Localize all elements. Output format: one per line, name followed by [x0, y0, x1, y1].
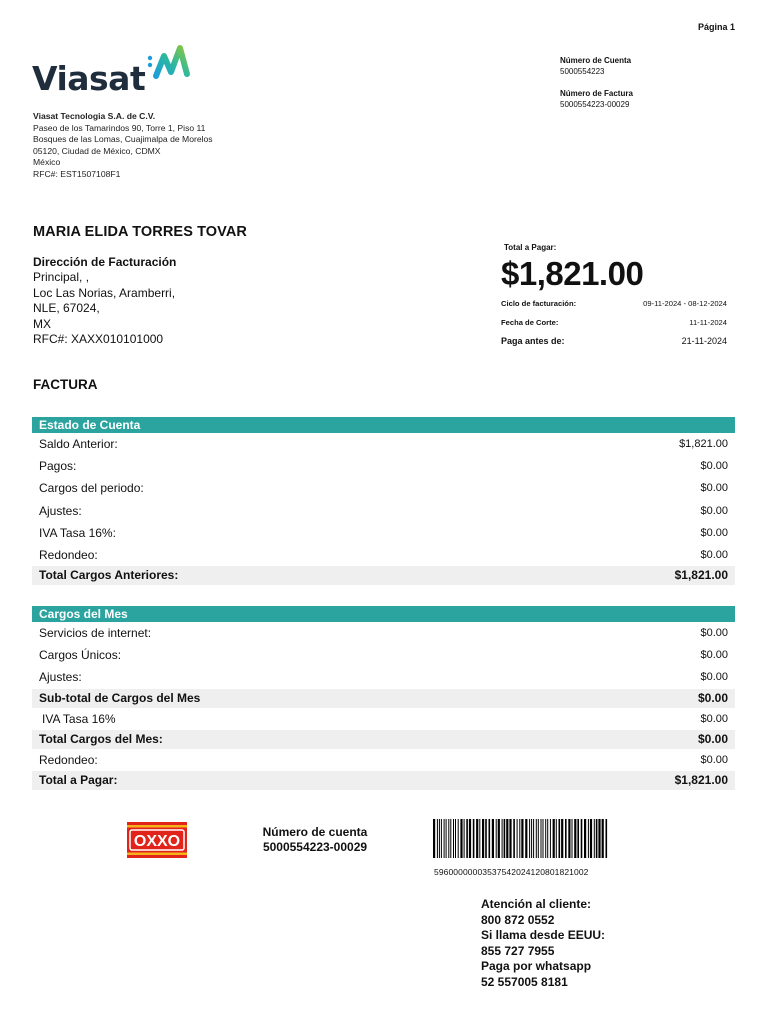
customer-rfc: RFC#: XAXX010101000 [33, 332, 164, 347]
account-block [560, 56, 633, 110]
table-row: Saldo Anterior: $1,821.00 [39, 437, 728, 451]
barcode-bar [455, 819, 456, 858]
table-header: Cargos del Mes [32, 606, 735, 622]
billing-address-line: MX [33, 316, 51, 331]
table-row: Cargos del periodo: $0.00 [39, 481, 728, 496]
barcode-bar [547, 819, 548, 858]
care-whatsapp: 52 557005 8181 [481, 974, 568, 989]
company-address-line: Bosques de las Lomas, Cuajimalpa de Morelos [33, 134, 213, 144]
table-subtotal-row: Sub-total de Cargos del Mes $0.00 [32, 689, 735, 708]
barcode-bar [485, 819, 487, 858]
account-number-label: Número de Cuenta [560, 56, 632, 65]
table-row: Cargos Únicos: $0.00 [39, 648, 728, 663]
oxxo-logo-text: OXXO [133, 833, 181, 850]
page-number: Página 1 [697, 22, 735, 32]
barcode-bar [482, 819, 484, 858]
table-row: Ajustes: $0.00 [39, 670, 728, 685]
barcode-bar [509, 819, 511, 858]
billing-address-line: Loc Las Norias, Aramberri, [33, 285, 176, 300]
table-row: Redondeo: $0.00 [39, 547, 728, 562]
company-rfc: RFC#: EST1507108F1 [33, 168, 121, 179]
barcode-bar [577, 819, 579, 858]
payment-account-number: 5000554223-00029 [262, 840, 368, 854]
cut-date-value: 11-11-2024 [689, 318, 727, 327]
company-address-line: 05120, Ciudad de México, CDMX [33, 145, 161, 156]
document-title: FACTURA [33, 377, 98, 392]
billing-address-label: Dirección de Facturación [33, 255, 177, 269]
barcode-bar [565, 819, 567, 858]
billing-address [33, 255, 176, 347]
viasat-logo [32, 42, 197, 98]
barcode-bar [596, 819, 598, 858]
barcode-number: 59600000003537542024120801821002 [434, 867, 589, 877]
care-line: Paga por whatsapp [481, 959, 592, 974]
company-address-line: México [33, 157, 61, 167]
invoice-number-label: Número de Factura [560, 89, 633, 98]
table-row: Pagos: $0.00 [39, 459, 728, 474]
barcode-bar [479, 819, 480, 858]
care-phone: 800 872 0552 [481, 912, 555, 927]
total-due-label: Total a Pagar: [504, 243, 557, 252]
due-date [501, 336, 727, 346]
barcode-bar [498, 819, 500, 858]
logo-wave-icon [145, 42, 195, 82]
barcode-bar [448, 819, 449, 858]
logo-wordmark: Viasat [32, 59, 146, 98]
billing-cycle [501, 299, 727, 308]
company-address-line: Paseo de los Tamarindos 90, Torre 1, Piso 11 [33, 122, 206, 133]
barcode-bar [489, 819, 491, 858]
barcode-bar [492, 819, 494, 858]
barcode-bar [502, 819, 503, 858]
barcode-bar [543, 819, 544, 858]
billing-address-line: NLE, 67024, [33, 301, 100, 316]
company-info [33, 111, 213, 180]
barcode-bar [517, 819, 518, 858]
care-line: Atención al cliente: [481, 897, 592, 911]
due-date-value: 21-11-2024 [681, 336, 727, 346]
barcode-bar [568, 819, 570, 858]
barcode-bar [538, 819, 539, 858]
barcode-bar [446, 819, 447, 858]
barcode-bar [466, 819, 468, 858]
barcode-bar [536, 819, 537, 858]
barcode-bar [437, 819, 438, 858]
barcode-bar [584, 819, 586, 858]
barcode-bar [594, 819, 595, 858]
barcode-bar [464, 819, 465, 858]
barcode-bar [602, 819, 604, 858]
care-line: Si llama desde EEUU: [481, 928, 606, 943]
barcode-bar [506, 819, 508, 858]
billing-cycle-label: Ciclo de facturación: [501, 299, 577, 308]
barcode-bar [460, 819, 462, 858]
barcode-bar [504, 819, 506, 858]
customer-care [481, 897, 605, 991]
company-name: Viasat Tecnologia S.A. de C.V. [33, 111, 156, 121]
barcode-bar [476, 819, 478, 858]
due-date-label: Paga antes de: [501, 336, 565, 346]
care-phone: 855 727 7955 [481, 943, 555, 958]
cut-date-label: Fecha de Corte: [501, 318, 559, 327]
barcode-bar [473, 819, 475, 858]
table-row: IVA Tasa 16%: $0.00 [39, 525, 728, 540]
barcode [433, 819, 608, 858]
barcode-bar [581, 819, 583, 858]
payment-account-label: Número de cuenta [262, 825, 368, 839]
table-row: IVA Tasa 16% $0.00 [42, 711, 728, 726]
barcode-bar [529, 819, 530, 858]
cut-date [501, 318, 727, 327]
barcode-bar [444, 819, 445, 858]
account-statement-table [32, 417, 735, 585]
account-number: 5000554223 [560, 66, 605, 76]
barcode-bar [590, 819, 592, 858]
barcode-bar [606, 819, 608, 858]
barcode-bar [574, 819, 576, 858]
barcode-bar [531, 819, 532, 858]
barcode-bar [598, 819, 600, 858]
table-grand-total-row: Total a Pagar: $1,821.00 [32, 771, 735, 790]
barcode-bar [533, 819, 534, 858]
monthly-charges-table [32, 606, 735, 790]
barcode-bar [441, 819, 442, 858]
table-row: Ajustes: $0.00 [39, 503, 728, 518]
barcode-bar [519, 819, 520, 858]
barcode-bar [458, 819, 459, 858]
barcode-bar [588, 819, 589, 858]
payment-account [230, 825, 400, 855]
barcode-bar [572, 819, 573, 858]
barcode-bar [556, 819, 557, 858]
oxxo-logo [127, 822, 187, 858]
table-row: Redondeo: $0.00 [39, 752, 728, 767]
invoice-number: 5000554223-00029 [560, 99, 630, 109]
barcode-bar [545, 819, 546, 858]
barcode-bar [561, 819, 563, 858]
barcode-bar [453, 819, 454, 858]
billing-cycle-value: 09-11-2024 - 08-12-2024 [643, 299, 727, 308]
billing-address-line: Principal, , [33, 270, 90, 285]
barcode-bar [433, 819, 435, 858]
barcode-bar [550, 819, 551, 858]
customer-name: MARIA ELIDA TORRES TOVAR [33, 224, 248, 240]
barcode-bar [496, 819, 497, 858]
barcode-bar [559, 819, 561, 858]
barcode-bar [469, 819, 471, 858]
barcode-bar [541, 819, 542, 858]
barcode-bar [450, 819, 451, 858]
barcode-bar [525, 819, 527, 858]
barcode-bar [553, 819, 555, 858]
total-due-amount: $1,821.00 [501, 255, 644, 292]
table-header: Estado de Cuenta [32, 417, 735, 433]
table-total-row: Total Cargos del Mes: $0.00 [32, 730, 735, 749]
barcode-bar [521, 819, 523, 858]
barcode-bar [513, 819, 515, 858]
table-row: Servicios de internet: $0.00 [39, 626, 728, 640]
barcode-bar [439, 819, 440, 858]
table-total-row: Total Cargos Anteriores: $1,821.00 [32, 566, 735, 585]
